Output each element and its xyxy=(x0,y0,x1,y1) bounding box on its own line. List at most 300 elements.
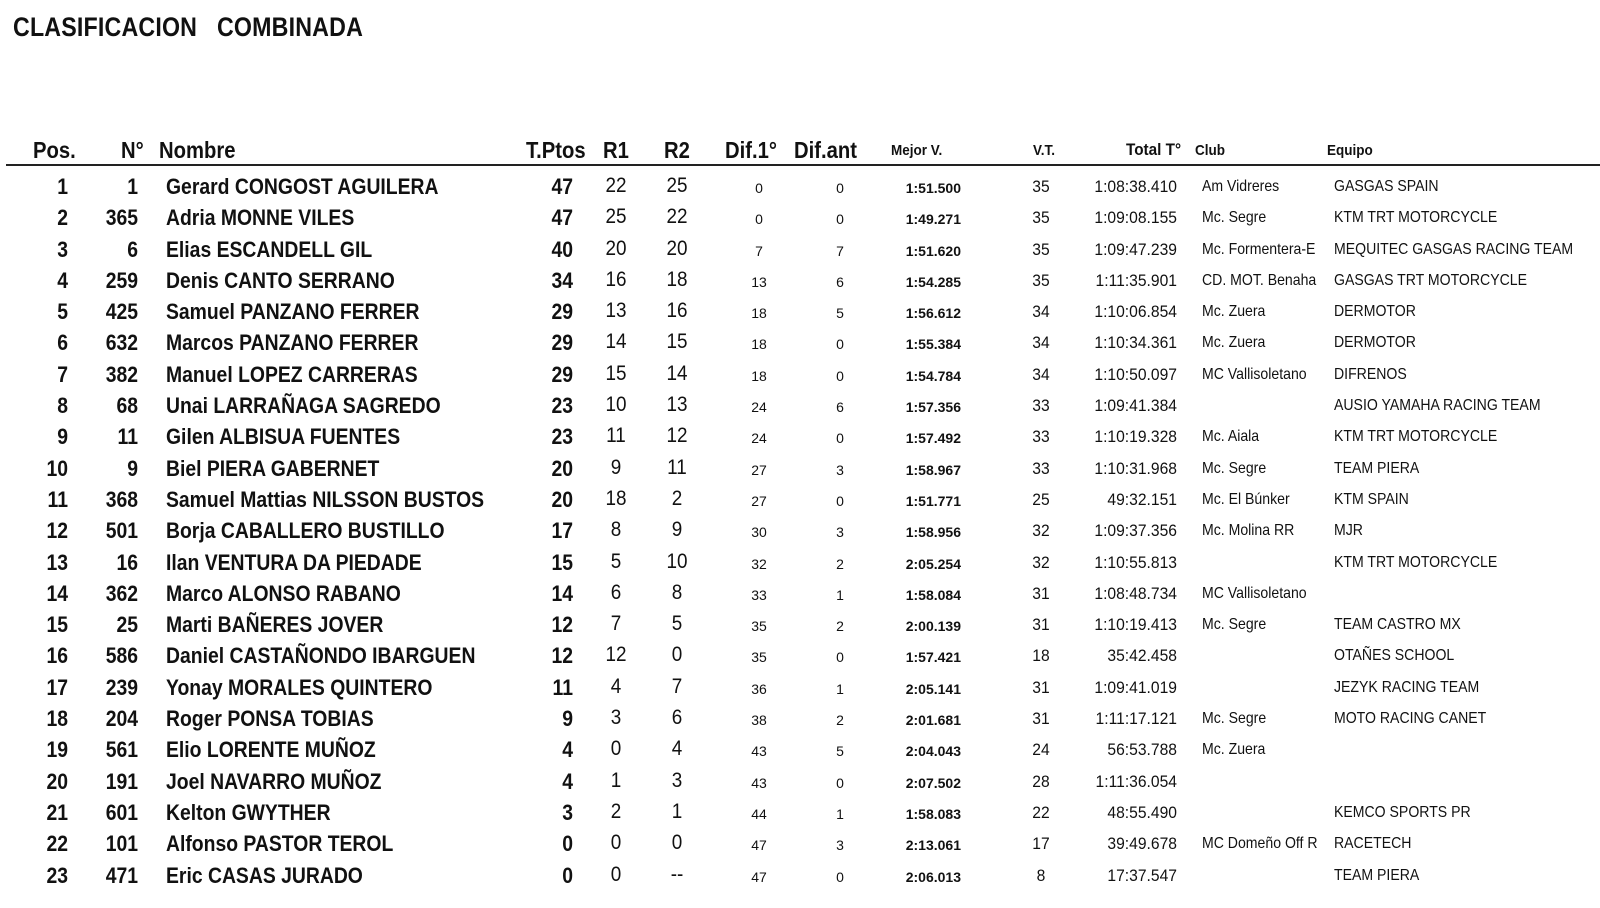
cell-equipo: KTM TRT MOTORCYCLE xyxy=(1334,428,1498,446)
cell-vt: 35 xyxy=(1032,270,1050,290)
cell-difant: 2 xyxy=(836,555,844,572)
cell-vt: 24 xyxy=(1032,740,1050,760)
cell-total: 1:09:08.155 xyxy=(1094,208,1177,228)
cell-r2: 15 xyxy=(666,330,688,354)
cell-r1: 3 xyxy=(610,706,622,730)
cell-num: 191 xyxy=(105,768,138,794)
cell-total: 1:09:41.384 xyxy=(1094,396,1177,416)
cell-nombre: Denis CANTO SERRANO xyxy=(166,267,395,293)
cell-equipo: DERMOTOR xyxy=(1334,334,1416,352)
cell-dif1: 0 xyxy=(755,211,763,228)
cell-r1: 25 xyxy=(605,205,627,229)
cell-vt: 33 xyxy=(1032,458,1050,478)
cell-tptos: 20 xyxy=(551,455,573,481)
header-nombre: Nombre xyxy=(159,137,236,163)
cell-vt: 22 xyxy=(1032,802,1050,822)
cell-pos: 8 xyxy=(57,393,68,419)
cell-r1: 12 xyxy=(605,643,627,667)
cell-difant: 3 xyxy=(836,837,844,854)
cell-pos: 4 xyxy=(57,267,68,293)
cell-vt: 34 xyxy=(1032,364,1050,384)
cell-equipo: GASGAS TRT MOTORCYCLE xyxy=(1334,271,1527,289)
cell-nombre: Marco ALONSO RABANO xyxy=(166,580,401,606)
cell-vt: 35 xyxy=(1032,239,1050,259)
cell-nombre: Daniel CASTAÑONDO IBARGUEN xyxy=(166,643,476,669)
cell-r1: 16 xyxy=(605,267,627,291)
header-r2: R2 xyxy=(664,137,690,163)
cell-r1: 8 xyxy=(610,518,622,542)
cell-difant: 0 xyxy=(836,868,844,885)
cell-difant: 5 xyxy=(836,305,844,322)
cell-mejorv: 2:00.139 xyxy=(905,618,961,635)
cell-r2: 0 xyxy=(671,643,683,667)
header-vt: V.T. xyxy=(1033,142,1056,159)
cell-total: 1:11:17.121 xyxy=(1095,709,1177,729)
cell-r2: 2 xyxy=(671,486,683,510)
cell-r1: 18 xyxy=(605,486,627,510)
table-row xyxy=(6,639,1600,670)
cell-difant: 0 xyxy=(836,649,844,666)
header-num: N° xyxy=(121,137,144,163)
cell-vt: 17 xyxy=(1032,834,1050,854)
cell-mejorv: 1:58.967 xyxy=(905,461,961,478)
cell-club: Mc. Segre xyxy=(1202,459,1267,477)
cell-equipo: TEAM PIERA xyxy=(1334,866,1420,884)
cell-club: MC Domeño Off R xyxy=(1202,835,1318,853)
cell-total: 1:10:06.854 xyxy=(1094,302,1177,322)
cell-total: 1:10:50.097 xyxy=(1094,364,1177,384)
cell-nombre: Unai LARRAÑAGA SAGREDO xyxy=(166,393,441,419)
cell-tptos: 34 xyxy=(551,267,573,293)
page-title: CLASIFICACION COMBINADA xyxy=(13,12,364,42)
header-r1: R1 xyxy=(603,137,629,163)
cell-club: Mc. El Búnker xyxy=(1202,490,1290,508)
cell-num: 204 xyxy=(105,706,138,732)
cell-pos: 15 xyxy=(46,612,68,638)
table-row xyxy=(6,827,1600,858)
cell-num: 101 xyxy=(105,831,138,857)
cell-r2: 9 xyxy=(671,518,683,542)
cell-club: CD. MOT. Benaha xyxy=(1202,271,1317,289)
cell-vt: 34 xyxy=(1032,302,1050,322)
cell-dif1: 32 xyxy=(751,555,767,572)
cell-equipo: TEAM CASTRO MX xyxy=(1334,616,1461,634)
table-row xyxy=(6,452,1600,483)
cell-difant: 0 xyxy=(836,492,844,509)
cell-pos: 9 xyxy=(57,424,68,450)
cell-dif1: 13 xyxy=(751,273,767,290)
cell-dif1: 35 xyxy=(751,618,767,635)
cell-mejorv: 1:58.083 xyxy=(905,805,961,822)
cell-total: 1:10:34.361 xyxy=(1094,333,1177,353)
cell-equipo: AUSIO YAMAHA RACING TEAM xyxy=(1334,397,1541,415)
cell-pos: 1 xyxy=(57,174,68,199)
cell-nombre: Biel PIERA GABERNET xyxy=(166,455,380,481)
cell-r2: 8 xyxy=(671,580,683,604)
cell-vt: 35 xyxy=(1032,208,1050,228)
cell-total: 49:32.151 xyxy=(1107,489,1177,509)
cell-nombre: Eric CASAS JURADO xyxy=(166,862,363,888)
cell-mejorv: 1:58.956 xyxy=(905,524,961,541)
header-tptos: T.Ptos xyxy=(526,137,586,163)
cell-vt: 34 xyxy=(1032,333,1050,353)
table-row xyxy=(6,233,1600,264)
cell-mejorv: 1:54.285 xyxy=(905,273,961,290)
cell-dif1: 35 xyxy=(751,649,767,666)
cell-pos: 14 xyxy=(46,580,68,606)
table-row xyxy=(6,702,1600,733)
header-equipo: Equipo xyxy=(1327,142,1373,159)
cell-mejorv: 1:51.771 xyxy=(905,492,961,509)
table-header xyxy=(6,134,1600,166)
cell-club: Mc. Segre xyxy=(1202,209,1267,227)
cell-tptos: 40 xyxy=(551,236,573,262)
cell-r1: 1 xyxy=(610,768,622,792)
cell-mejorv: 2:07.502 xyxy=(905,774,961,791)
cell-tptos: 29 xyxy=(551,330,573,356)
cell-dif1: 7 xyxy=(755,242,763,259)
cell-nombre: Alfonso PASTOR TEROL xyxy=(166,831,394,857)
cell-dif1: 30 xyxy=(751,524,767,541)
cell-num: 362 xyxy=(105,580,138,606)
cell-vt: 32 xyxy=(1032,521,1050,541)
cell-total: 1:10:19.328 xyxy=(1094,427,1177,447)
cell-tptos: 0 xyxy=(562,862,573,888)
cell-r2: 20 xyxy=(666,236,688,260)
cell-club: Mc. Segre xyxy=(1202,616,1267,634)
cell-vt: 35 xyxy=(1032,177,1050,196)
table-row xyxy=(6,608,1600,639)
cell-difant: 1 xyxy=(836,680,844,697)
cell-club: Mc. Segre xyxy=(1202,710,1267,728)
cell-nombre: Gilen ALBISUA FUENTES xyxy=(166,424,401,450)
cell-tptos: 29 xyxy=(551,361,573,387)
cell-total: 1:10:55.813 xyxy=(1094,552,1177,572)
cell-mejorv: 2:05.254 xyxy=(905,555,961,572)
cell-difant: 0 xyxy=(836,774,844,791)
cell-r2: 4 xyxy=(671,737,683,761)
cell-difant: 1 xyxy=(836,586,844,603)
cell-mejorv: 2:04.043 xyxy=(905,743,961,760)
table-row xyxy=(6,420,1600,451)
cell-total: 1:11:35.901 xyxy=(1095,270,1177,290)
cell-nombre: Yonay MORALES QUINTERO xyxy=(166,674,433,700)
cell-r1: 4 xyxy=(610,674,622,698)
cell-vt: 31 xyxy=(1032,615,1050,635)
table-row xyxy=(6,264,1600,295)
cell-vt: 33 xyxy=(1032,427,1050,447)
cell-equipo: RACETECH xyxy=(1334,835,1412,853)
cell-nombre: Adria MONNE VILES xyxy=(166,205,355,231)
cell-dif1: 0 xyxy=(755,180,763,196)
cell-tptos: 12 xyxy=(551,643,573,669)
cell-mejorv: 1:49.271 xyxy=(905,211,961,228)
cell-mejorv: 1:57.356 xyxy=(905,399,961,416)
cell-r1: 2 xyxy=(610,799,622,823)
cell-r2: 18 xyxy=(666,267,688,291)
cell-num: 471 xyxy=(105,862,138,888)
cell-total: 1:11:36.054 xyxy=(1095,771,1177,791)
cell-total: 1:10:31.968 xyxy=(1094,458,1177,478)
cell-num: 25 xyxy=(116,612,138,638)
cell-difant: 0 xyxy=(836,367,844,384)
cell-mejorv: 2:06.013 xyxy=(905,868,961,885)
cell-pos: 3 xyxy=(57,236,68,262)
cell-tptos: 47 xyxy=(551,205,573,231)
cell-difant: 2 xyxy=(836,712,844,729)
cell-r1: 7 xyxy=(610,612,622,636)
cell-tptos: 11 xyxy=(552,674,573,700)
cell-dif1: 33 xyxy=(751,586,767,603)
cell-vt: 31 xyxy=(1032,583,1050,603)
cell-mejorv: 2:13.061 xyxy=(905,837,961,854)
cell-club: Am Vidreres xyxy=(1202,178,1280,195)
cell-total: 1:09:41.019 xyxy=(1094,677,1177,697)
cell-club: MC Vallisoletano xyxy=(1202,584,1307,602)
cell-r1: 0 xyxy=(610,862,622,886)
table-row xyxy=(6,546,1600,577)
cell-nombre: Kelton GWYTHER xyxy=(166,799,331,825)
cell-r1: 13 xyxy=(605,299,627,323)
cell-pos: 18 xyxy=(46,706,68,732)
cell-dif1: 27 xyxy=(751,492,767,509)
cell-dif1: 47 xyxy=(751,868,767,885)
cell-tptos: 29 xyxy=(551,299,573,325)
header-club: Club xyxy=(1195,142,1225,159)
cell-r2: 3 xyxy=(671,768,683,792)
cell-equipo: KTM TRT MOTORCYCLE xyxy=(1334,209,1498,227)
cell-r2: -- xyxy=(670,862,684,886)
cell-num: 586 xyxy=(105,643,138,669)
cell-r1: 11 xyxy=(606,424,626,448)
cell-num: 1 xyxy=(127,174,138,199)
cell-pos: 11 xyxy=(47,486,68,512)
cell-difant: 0 xyxy=(836,430,844,447)
cell-r2: 14 xyxy=(666,361,688,385)
cell-num: 68 xyxy=(116,393,138,419)
cell-nombre: Gerard CONGOST AGUILERA xyxy=(166,174,439,199)
cell-num: 16 xyxy=(116,549,138,575)
cell-r1: 14 xyxy=(605,330,627,354)
cell-mejorv: 1:51.500 xyxy=(905,180,961,196)
cell-total: 17:37.547 xyxy=(1107,865,1177,885)
cell-club: Mc. Zuera xyxy=(1202,334,1266,352)
cell-mejorv: 1:56.612 xyxy=(905,305,961,322)
cell-nombre: Joel NAVARRO MUÑOZ xyxy=(166,768,382,794)
cell-pos: 13 xyxy=(46,549,68,575)
cell-num: 9 xyxy=(127,455,138,481)
table-row xyxy=(6,326,1600,357)
cell-difant: 5 xyxy=(836,743,844,760)
table-row xyxy=(6,389,1600,420)
cell-vt: 28 xyxy=(1032,771,1050,791)
cell-dif1: 43 xyxy=(751,774,767,791)
cell-equipo: KEMCO SPORTS PR xyxy=(1334,803,1471,821)
cell-num: 11 xyxy=(117,424,138,450)
cell-num: 382 xyxy=(105,361,138,387)
cell-dif1: 36 xyxy=(751,680,767,697)
cell-num: 368 xyxy=(105,486,138,512)
cell-r1: 9 xyxy=(610,455,622,479)
cell-pos: 5 xyxy=(57,299,68,325)
cell-club: Mc. Zuera xyxy=(1202,741,1266,759)
cell-pos: 17 xyxy=(46,674,68,700)
cell-pos: 21 xyxy=(46,799,68,825)
table-body xyxy=(0,170,1600,890)
cell-mejorv: 1:55.384 xyxy=(905,336,961,353)
cell-tptos: 20 xyxy=(551,486,573,512)
cell-tptos: 3 xyxy=(562,799,573,825)
cell-mejorv: 2:01.681 xyxy=(905,712,961,729)
cell-equipo: OTAÑES SCHOOL xyxy=(1334,647,1455,665)
table-row xyxy=(6,358,1600,389)
cell-vt: 31 xyxy=(1032,709,1050,729)
cell-nombre: Elio LORENTE MUÑOZ xyxy=(166,737,376,763)
cell-equipo: MOTO RACING CANET xyxy=(1334,710,1487,728)
cell-r2: 13 xyxy=(666,393,688,417)
cell-total: 48:55.490 xyxy=(1107,802,1177,822)
cell-dif1: 18 xyxy=(751,367,767,384)
cell-total: 1:08:48.734 xyxy=(1094,583,1177,603)
cell-nombre: Borja CABALLERO BUSTILLO xyxy=(166,518,445,544)
cell-difant: 6 xyxy=(836,399,844,416)
cell-mejorv: 1:54.784 xyxy=(905,367,961,384)
cell-pos: 19 xyxy=(46,737,68,763)
cell-equipo: MJR xyxy=(1334,522,1363,540)
cell-vt: 8 xyxy=(1036,865,1046,885)
cell-equipo: JEZYK RACING TEAM xyxy=(1334,678,1480,696)
cell-r1: 15 xyxy=(605,361,627,385)
cell-r2: 25 xyxy=(666,174,688,197)
cell-pos: 22 xyxy=(46,831,68,857)
cell-pos: 6 xyxy=(57,330,68,356)
cell-equipo: DIFRENOS xyxy=(1334,365,1407,383)
cell-difant: 3 xyxy=(836,524,844,541)
cell-dif1: 24 xyxy=(751,430,767,447)
cell-club: Mc. Aiala xyxy=(1202,428,1260,446)
cell-r2: 1 xyxy=(671,799,683,823)
cell-total: 1:09:47.239 xyxy=(1094,239,1177,259)
cell-club: Mc. Zuera xyxy=(1202,303,1266,321)
cell-num: 365 xyxy=(105,205,138,231)
cell-num: 632 xyxy=(105,330,138,356)
cell-tptos: 47 xyxy=(551,174,573,199)
cell-r2: 7 xyxy=(671,674,683,698)
cell-num: 601 xyxy=(105,799,138,825)
cell-difant: 0 xyxy=(836,211,844,228)
cell-vt: 18 xyxy=(1032,646,1050,666)
cell-total: 1:10:19.413 xyxy=(1094,615,1177,635)
cell-tptos: 9 xyxy=(562,706,573,732)
cell-pos: 2 xyxy=(57,205,68,231)
cell-total: 35:42.458 xyxy=(1107,646,1177,666)
header-total: Total T° xyxy=(1126,140,1182,159)
table-row xyxy=(6,765,1600,796)
cell-num: 6 xyxy=(127,236,138,262)
cell-r2: 0 xyxy=(671,831,683,855)
cell-tptos: 23 xyxy=(551,393,573,419)
cell-r2: 12 xyxy=(666,424,688,448)
cell-equipo: KTM TRT MOTORCYCLE xyxy=(1334,553,1498,571)
cell-tptos: 14 xyxy=(551,580,573,606)
table-row xyxy=(6,796,1600,827)
table-row xyxy=(6,514,1600,545)
cell-r2: 6 xyxy=(671,706,683,730)
cell-equipo: KTM SPAIN xyxy=(1334,490,1409,508)
cell-num: 239 xyxy=(105,674,138,700)
cell-difant: 7 xyxy=(836,242,844,259)
table-row xyxy=(6,483,1600,514)
cell-difant: 0 xyxy=(836,336,844,353)
header-difant: Dif.ant xyxy=(794,137,857,163)
cell-pos: 16 xyxy=(46,643,68,669)
cell-equipo: TEAM PIERA xyxy=(1334,459,1420,477)
table-row xyxy=(6,577,1600,608)
cell-pos: 23 xyxy=(46,862,68,888)
cell-r2: 10 xyxy=(666,549,688,573)
cell-club: Mc. Formentera-E xyxy=(1202,240,1316,258)
table-row xyxy=(6,201,1600,232)
cell-club: MC Vallisoletano xyxy=(1202,365,1307,383)
cell-mejorv: 2:05.141 xyxy=(905,680,961,697)
cell-mejorv: 1:57.492 xyxy=(905,430,961,447)
table-row xyxy=(6,671,1600,702)
cell-difant: 0 xyxy=(836,180,844,196)
cell-tptos: 17 xyxy=(551,518,573,544)
header-dif1: Dif.1° xyxy=(725,137,777,163)
cell-dif1: 24 xyxy=(751,399,767,416)
cell-r1: 0 xyxy=(610,737,622,761)
cell-num: 501 xyxy=(105,518,138,544)
cell-nombre: Elias ESCANDELL GIL xyxy=(166,236,373,262)
cell-equipo: GASGAS SPAIN xyxy=(1334,178,1439,195)
results-table xyxy=(0,134,1600,890)
cell-tptos: 15 xyxy=(551,549,573,575)
cell-tptos: 4 xyxy=(562,768,573,794)
cell-r1: 10 xyxy=(605,393,627,417)
cell-nombre: Marti BAÑERES JOVER xyxy=(166,612,384,638)
table-row xyxy=(6,295,1600,326)
cell-mejorv: 1:51.620 xyxy=(905,242,961,259)
cell-equipo: DERMOTOR xyxy=(1334,303,1416,321)
cell-r1: 0 xyxy=(610,831,622,855)
cell-num: 425 xyxy=(105,299,138,325)
cell-pos: 20 xyxy=(46,768,68,794)
cell-vt: 33 xyxy=(1032,396,1050,416)
cell-equipo: MEQUITEC GASGAS RACING TEAM xyxy=(1334,240,1574,258)
cell-nombre: Manuel LOPEZ CARRERAS xyxy=(166,361,418,387)
cell-mejorv: 1:57.421 xyxy=(905,649,961,666)
cell-r2: 5 xyxy=(671,612,683,636)
cell-mejorv: 1:58.084 xyxy=(905,586,961,603)
cell-dif1: 47 xyxy=(751,837,767,854)
cell-difant: 3 xyxy=(836,461,844,478)
cell-difant: 1 xyxy=(836,805,844,822)
table-row xyxy=(6,859,1600,890)
table-row xyxy=(6,733,1600,764)
cell-total: 39:49.678 xyxy=(1107,834,1177,854)
cell-total: 1:09:37.356 xyxy=(1094,521,1177,541)
cell-nombre: Ilan VENTURA DA PIEDADE xyxy=(166,549,422,575)
cell-difant: 2 xyxy=(836,618,844,635)
cell-pos: 10 xyxy=(46,455,68,481)
cell-num: 561 xyxy=(105,737,138,763)
cell-r1: 5 xyxy=(610,549,622,573)
table-row xyxy=(6,170,1600,201)
cell-r1: 22 xyxy=(605,174,627,197)
cell-dif1: 38 xyxy=(751,712,767,729)
cell-dif1: 27 xyxy=(751,461,767,478)
